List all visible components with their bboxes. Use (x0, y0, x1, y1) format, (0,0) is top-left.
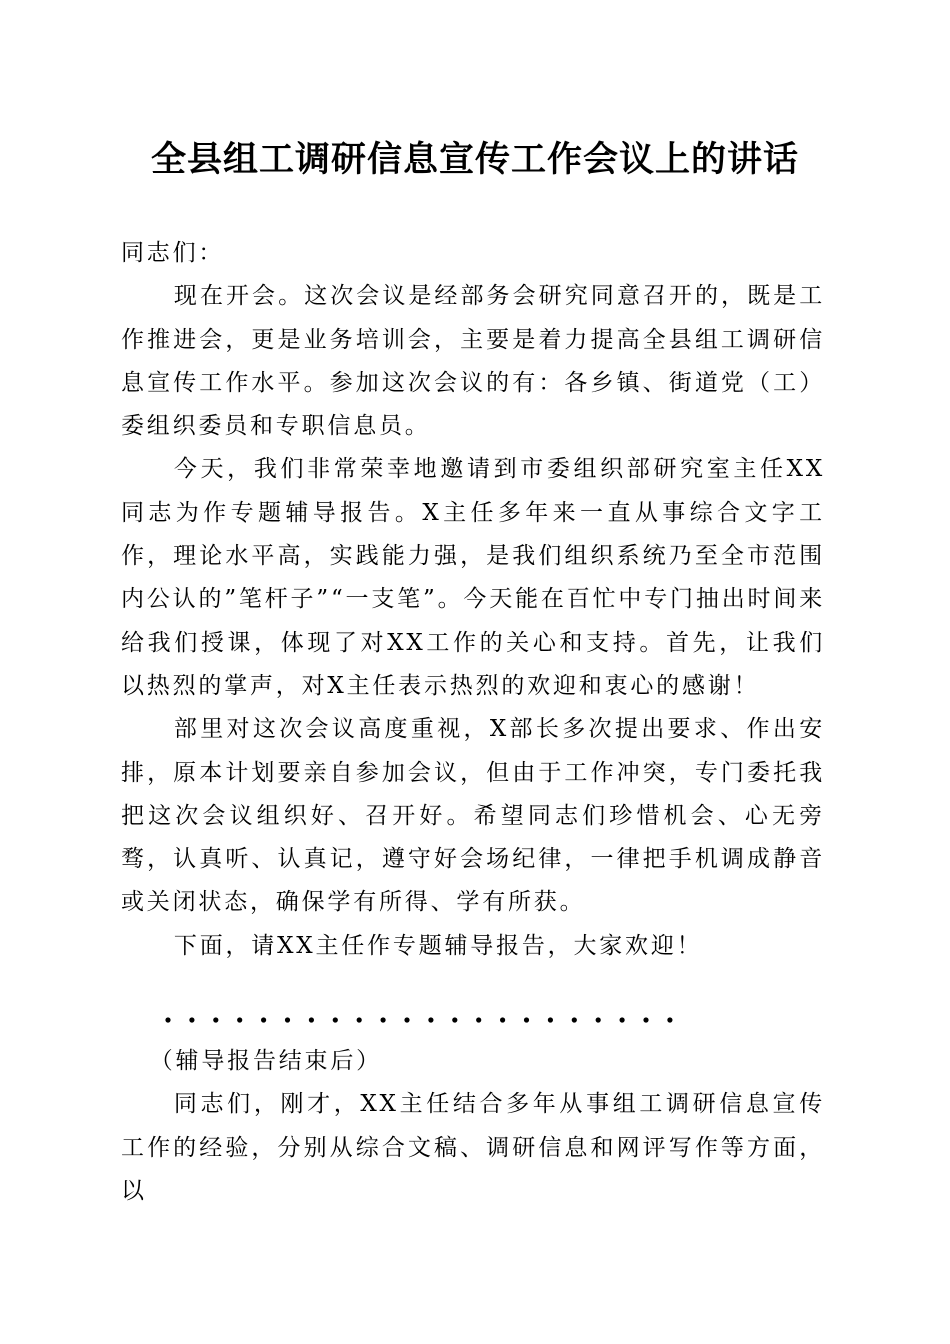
paragraph-invitation: 下面，请XX主任作专题辅导报告，大家欢迎！ (173, 932, 703, 959)
paragraph-introduction: 今天，我们非常荣幸地邀请到市委组织部研究室主任XX同志为作专题辅导报告。X主任多年来一直从事综合文字工作，理论水平高，实践能力强，是我们组织系统乃至全市范围内公认的”笔杆子”“一支笔”。今天能在百忙中专门抽出时间来给我们授课，体现了对XX工作的关心和支持。首先，让我们以热烈的掌声，对X主任表示热烈的欢迎和衷心的感谢！ (121, 456, 825, 699)
separator-dot (189, 1017, 194, 1022)
separator-dot (524, 1017, 529, 1022)
separator-dot (596, 1017, 601, 1022)
separator-dot (309, 1017, 314, 1022)
separator-dot (643, 1017, 648, 1022)
separator-dot (357, 1017, 362, 1022)
document-body (121, 232, 825, 968)
salutation: 同志们： (121, 240, 225, 266)
paragraph-requirements: 部里对这次会议高度重视，X部长多次提出要求、作出安排，原本计划要亲自参加会议，但由于工作冲突，专门委托我把这次会议组织好、召开好。希望同志们珍惜机会、心无旁骛，认真听、认真记，遵守好会场纪律，一律把手机调成静音或关闭状态，确保学有所得、学有所获。 (121, 716, 825, 916)
separator-dot (213, 1017, 218, 1022)
separator-dot (333, 1017, 338, 1022)
separator-dot (572, 1017, 577, 1022)
separator-dot (548, 1017, 553, 1022)
document-title: 全县组工调研信息宣传工作会议上的讲话 (150, 139, 799, 180)
separator-dot (500, 1017, 505, 1022)
separator-dot (237, 1017, 242, 1022)
separator-dot (667, 1017, 672, 1022)
paragraph-closing: 同志们，刚才，XX主任结合多年从事组工调研信息宣传工作的经验，分别从综合文稿、调研信息和网评写作等方面，以 (121, 1091, 825, 1204)
document-body-continued (121, 1040, 825, 1213)
stage-note: （辅导报告结束后） (149, 1048, 382, 1074)
separator-dot (261, 1017, 266, 1022)
separator-dot (428, 1017, 433, 1022)
dot-separator (160, 1000, 760, 1040)
separator-dot (404, 1017, 409, 1022)
separator-dot (452, 1017, 457, 1022)
separator-dot (285, 1017, 290, 1022)
separator-dot (620, 1017, 625, 1022)
separator-dot (381, 1017, 386, 1022)
separator-dot (476, 1017, 481, 1022)
separator-dot (165, 1017, 170, 1022)
paragraph-opening: 现在开会。这次会议是经部务会研究同意召开的，既是工作推进会，更是业务培训会，主要是着力提高全县组工调研信息宣传工作水平。参加这次会议的有：各乡镇、街道党（工）委组织委员和专职信息员。 (121, 283, 825, 440)
